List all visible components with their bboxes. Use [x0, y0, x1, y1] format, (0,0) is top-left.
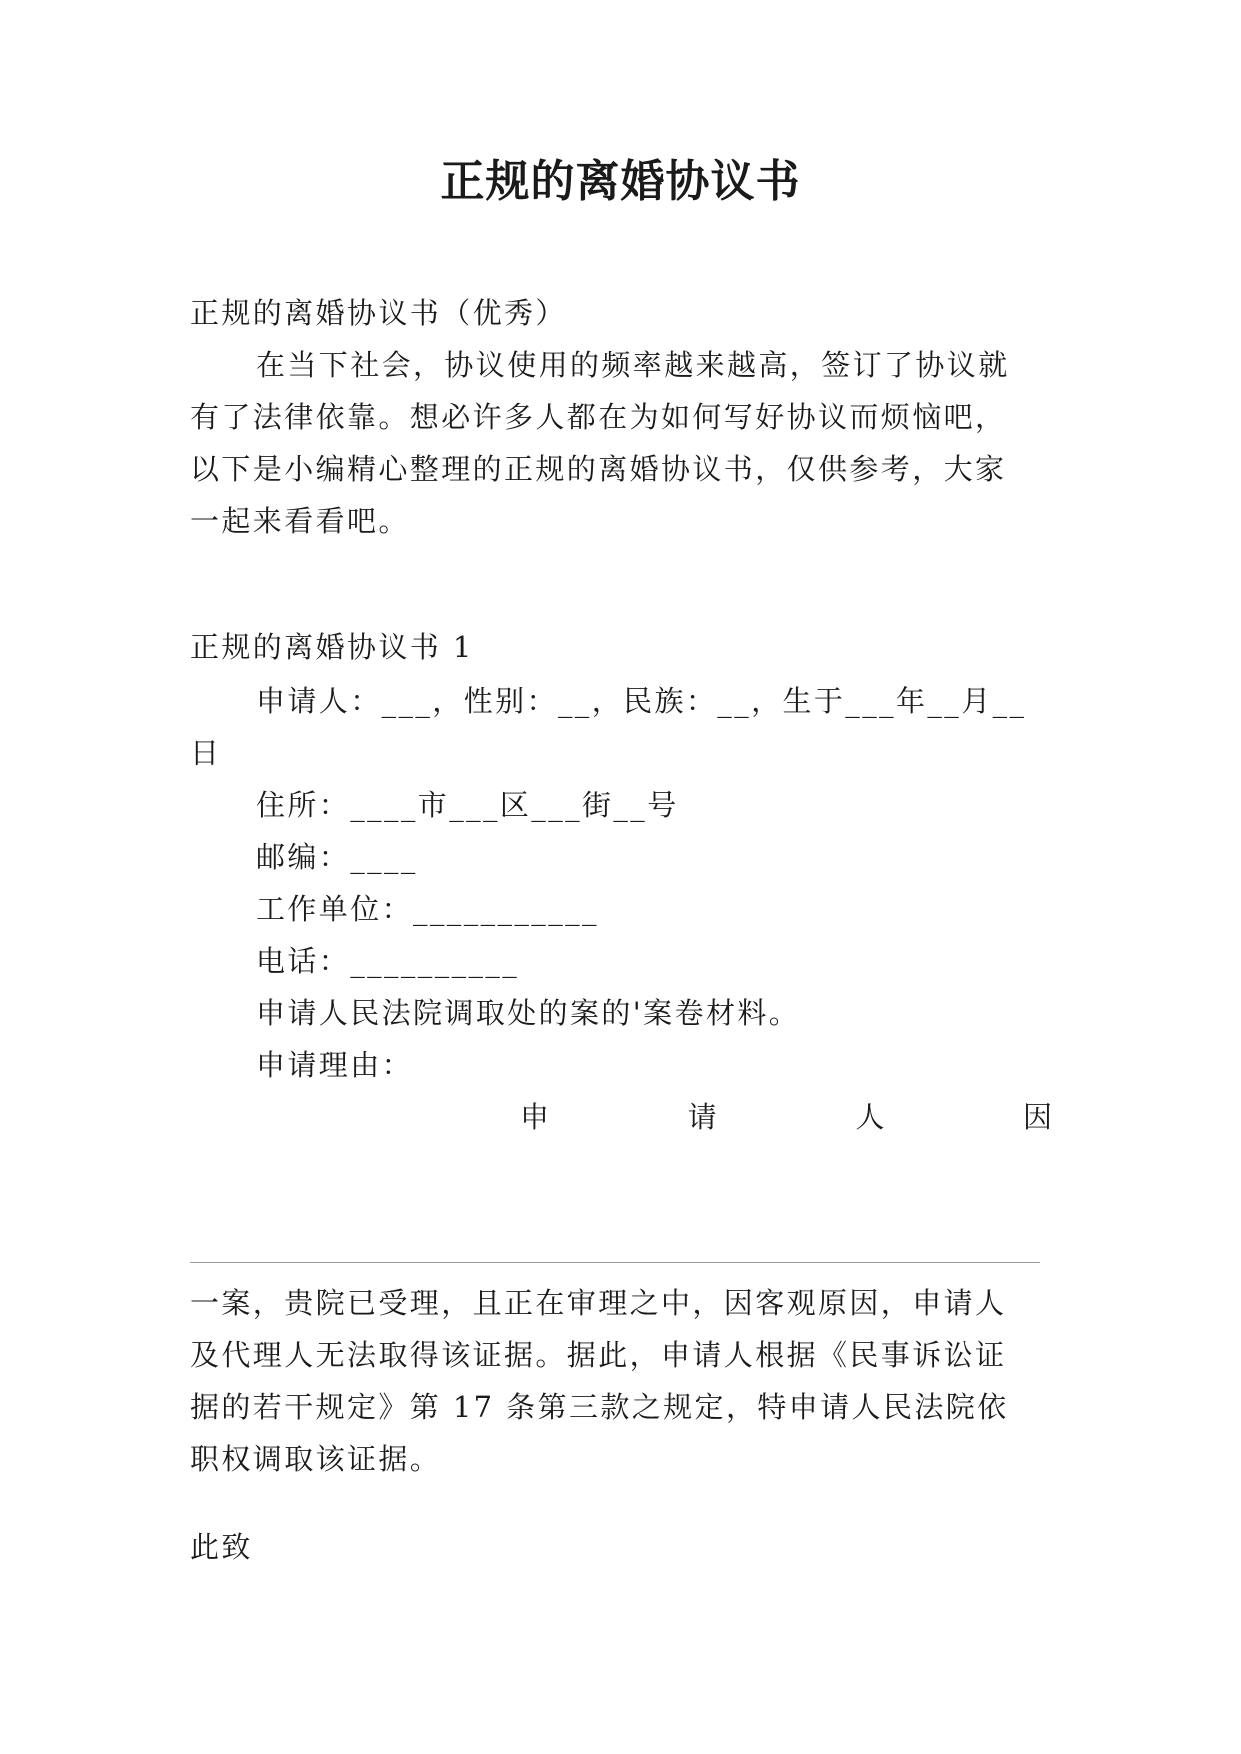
applicant-line-continued: 日 — [190, 736, 222, 770]
document-title: 正规的离婚协议书 — [440, 156, 801, 207]
intro-line: 在当下社会，协议使用的频率越来越高，签订了协议就 — [256, 348, 1010, 382]
body-line: 及代理人无法取得该证据。据此，申请人根据《民事诉讼证 — [190, 1338, 1007, 1372]
body-line: 职权调取该证据。 — [190, 1442, 442, 1476]
spread-word: 因 — [1022, 1100, 1052, 1134]
spread-line — [520, 1095, 1052, 1139]
closing: 此致 — [190, 1530, 253, 1564]
section-heading: 正规的离婚协议书 1 — [190, 630, 474, 664]
spread-word: 请 — [687, 1100, 717, 1134]
reason-label: 申请理由： — [256, 1048, 414, 1082]
address-line: 住所：____市___区___街__号 — [256, 788, 679, 822]
intro-line: 有了法律依靠。想必许多人都在为如何写好协议而烦恼吧， — [190, 400, 1007, 434]
postcode-line: 邮编：____ — [256, 840, 418, 874]
intro-line: 一起来看看吧。 — [190, 504, 410, 538]
spread-word: 人 — [855, 1100, 885, 1134]
document-subtitle: 正规的离婚协议书（优秀） — [190, 296, 567, 330]
request-line: 申请人民法院调取处的案的'案卷材料。 — [256, 996, 801, 1030]
intro-line: 以下是小编精心整理的正规的离婚协议书，仅供参考，大家 — [190, 452, 1007, 486]
body-line: 据的若干规定》第 17 条第三款之规定，特申请人民法院依 — [190, 1390, 1009, 1424]
work-unit-line: 工作单位：___________ — [256, 892, 599, 926]
phone-line: 电话：__________ — [256, 944, 520, 978]
body-line: 一案，贵院已受理，且正在审理之中，因客观原因，申请人 — [190, 1286, 1007, 1320]
applicant-line: 申请人：___，性别：__，民族：__，生于___年__月__ — [256, 684, 1027, 718]
spread-word: 申 — [520, 1100, 550, 1134]
blank-fill-line — [190, 1262, 1040, 1263]
